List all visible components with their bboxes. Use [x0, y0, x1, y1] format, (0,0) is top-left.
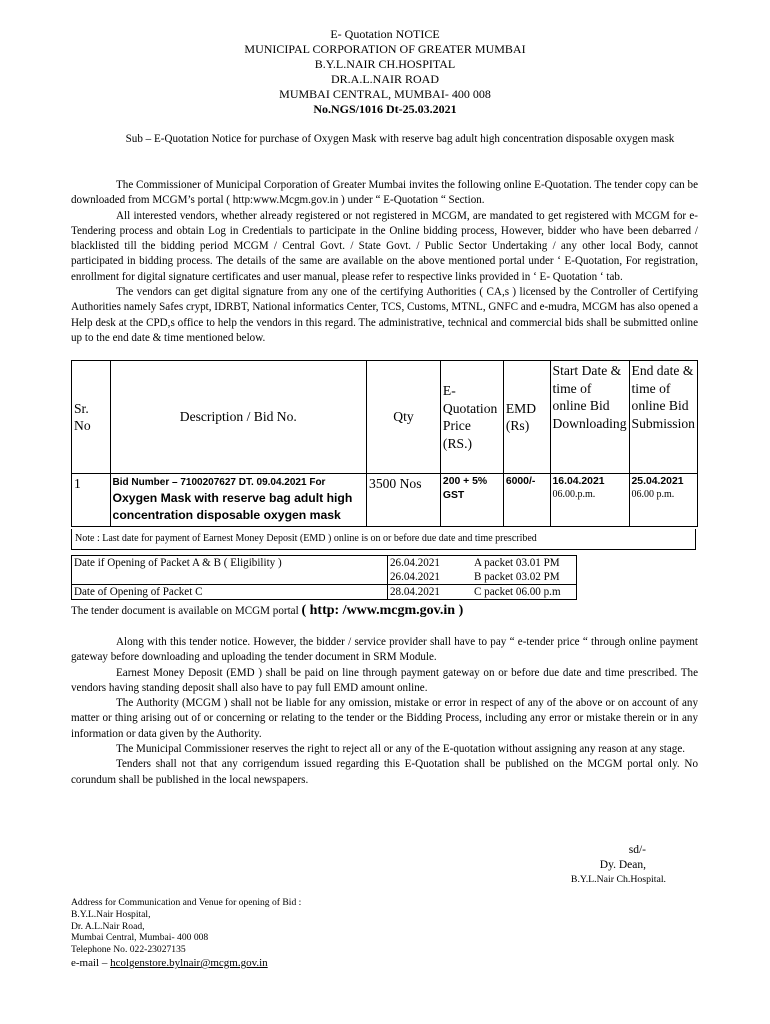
- row-sr-no: 1: [72, 474, 111, 527]
- address-heading: Address for Communication and Venue for opening of Bid :: [71, 897, 302, 908]
- bid-table: [71, 360, 698, 527]
- opening-b-line: [390, 570, 574, 584]
- subject-line: Sub – E-Quotation Notice for purchase of Oxygen Mask with reserve bag adult high concentration disposable oxygen mask: [125, 133, 675, 145]
- row-qty: 3500 Nos: [367, 474, 441, 527]
- opening-a-line: [390, 556, 574, 570]
- body-paragraph-1-text: Along with this tender notice. However, the bidder / service provider shall have to pay “ e-tender price “ through online payment gateway before downloading and uploading the tender document in SRM Module.: [71, 636, 698, 664]
- header-qty: Qty: [367, 361, 441, 474]
- email-link[interactable]: hcolgenstore.bylnair@mcgm.gov.in: [110, 956, 268, 969]
- signature-title: Dy. Dean,: [599, 859, 646, 871]
- email-label: e-mail –: [71, 956, 108, 969]
- body-paragraph-2-text: Earnest Money Deposit (EMD ) shall be paid on line through payment gateway on or before due date and time prescribed. The vendors having standing deposit shall also have to pay full EMD amount online.: [71, 666, 698, 694]
- signature-sd: sd/-: [628, 844, 646, 856]
- opening-b-date: 26.04.2021: [390, 571, 440, 583]
- intro-paragraph-1: [71, 178, 698, 209]
- body-section: [71, 635, 698, 788]
- intro-paragraph-1-text: The Commissioner of Municipal Corporation of Greater Mumbai invites the following online E-Quotation. The tender copy can be downloaded from MCGM’s portal ( http:www.Mcgm.gov.in ) under “ E-Quotation “ Section.: [71, 179, 698, 207]
- row-bid-number: Bid Number – 7100207627 DT. 09.04.2021 For: [112, 477, 326, 488]
- intro-paragraph-3: [71, 285, 698, 346]
- row-end-time: 06.00 p.m.: [631, 489, 675, 500]
- row-end-date-value: 25.04.2021: [631, 476, 684, 487]
- row-emd: 6000/-: [503, 474, 550, 527]
- intro-section: [71, 178, 698, 346]
- header-hospital: B.Y.L.NAIR CH.HOSPITAL: [314, 57, 456, 71]
- opening-row-ab: [72, 556, 577, 585]
- intro-paragraph-2-text: All interested vendors, whether already registered or not registered in MCGM, are mandated to get registered with MCGM for e-Tendering process and obtain Log in Credentials to participate in the Online bidding process, However, bidder who have been debarred / blacklisted till the bidding period MCGM / Central Govt. / State Govt. / Public Sector Undertaking / any other local Body, cannot participated in bidding process. The details of the same are available on the above mentioned portal under ‘ E-Quotation, For registration, enrollment for digital signature certificates and user manual, please refer to respective links provided in ‘ E- Quotation ‘ tab.: [71, 209, 698, 283]
- table-row: [72, 474, 698, 527]
- address-block: [71, 897, 301, 970]
- header-end-date: End date & time of online Bid Submission: [629, 361, 697, 474]
- header-description: Description / Bid No.: [110, 361, 366, 474]
- opening-ab-dates: [388, 556, 577, 585]
- row-price-tax: GST: [442, 490, 465, 501]
- opening-row-c: [72, 585, 577, 600]
- header-start-date: Start Date & time of online Bid Downloading: [550, 361, 629, 474]
- row-start-date: [550, 474, 629, 527]
- header-sr-no: Sr. No: [72, 361, 111, 474]
- address-email-line: [71, 956, 301, 970]
- body-paragraph-5-text: Tenders shall not that any corrigendum issued regarding this E-Quotation shall be published on the MCGM portal only. No corundum shall be published in the local newspapers.: [71, 758, 698, 786]
- body-paragraph-2: [71, 666, 698, 697]
- header-title: E- Quotation NOTICE: [330, 27, 440, 41]
- intro-paragraph-2: [71, 209, 698, 285]
- opening-ab-label: Date if Opening of Packet A & B ( Eligibility ): [72, 556, 388, 585]
- body-paragraph-3: [71, 696, 698, 742]
- body-paragraph-4-text: The Municipal Commissioner reserves the right to reject all or any of the E-quotation without assigning any reason at any stage.: [116, 743, 686, 756]
- signature-org: B.Y.L.Nair Ch.Hospital.: [570, 874, 666, 885]
- opening-a-date: 26.04.2021: [390, 557, 440, 569]
- row-start-date-value: 16.04.2021: [552, 476, 605, 487]
- row-start-time: 06.00.p.m.: [552, 489, 596, 500]
- opening-c-label: Date of Opening of Packet C: [72, 585, 388, 600]
- body-paragraph-4: [71, 742, 698, 757]
- opening-c-dates: [388, 585, 577, 600]
- portal-line: [71, 601, 463, 621]
- emd-note: Note : Last date for payment of Earnest Money Deposit (EMD ) online is on or before due date and time prescribed: [71, 529, 696, 550]
- body-paragraph-5: [71, 757, 698, 788]
- header-corporation: MUNICIPAL CORPORATION OF GREATER MUMBAI: [244, 42, 526, 56]
- row-price: [440, 474, 503, 527]
- header-city: MUMBAI CENTRAL, MUMBAI- 400 008: [279, 87, 491, 101]
- row-price-amount: 200 + 5%: [442, 476, 488, 487]
- bid-table-header-row: [72, 361, 698, 474]
- body-paragraph-3-text: The Authority (MCGM ) shall not be liable for any omission, mistake or error in respect of any of the above or on account of any matter or thing arising out of or concerning or relating to the tender or the Bidding Process, including any error or mistake therein or in any information or data given by the Authority.: [71, 697, 698, 740]
- address-line-3: Mumbai Central, Mumbai- 400 008: [71, 932, 209, 944]
- opening-dates-table: [71, 555, 577, 600]
- opening-c-packet: C packet 06.00 p.m: [474, 586, 561, 598]
- header-road: DR.A.L.NAIR ROAD: [331, 72, 439, 86]
- row-end-date: [629, 474, 697, 527]
- opening-c-date: 28.04.2021: [390, 586, 440, 598]
- header-emd: EMD (Rs): [503, 361, 550, 474]
- opening-a-packet: A packet 03.01 PM: [474, 557, 560, 569]
- opening-b-packet: B packet 03.02 PM: [474, 571, 560, 583]
- address-line-2: Dr. A.L.Nair Road,: [71, 920, 145, 932]
- address-line-1: B.Y.L.Nair Hospital,: [71, 908, 151, 920]
- intro-paragraph-3-text: The vendors can get digital signature from any one of the certifying Authorities ( CA,s ) licensed by the Controller of Certifying Authorities namely Safes crypt, IDRBT, National informatics Center, TCS, Customs, MTNL, GNFC and e-mudra, MCGM has also opened a Help desk at the CPD,s office to help the vendors in this regard. The administrative, technical and commercial bids shall be submitted online up to the end date & time mentioned below.: [71, 286, 698, 344]
- header-price: E-Quotation Price (RS.): [440, 361, 503, 474]
- row-item-name: Oxygen Mask with reserve bag adult high concentration disposable oxygen mask: [112, 491, 353, 522]
- notice-header: [0, 27, 770, 117]
- header-reference: No.NGS/1016 Dt-25.03.2021: [313, 102, 457, 116]
- portal-link[interactable]: ( http: /www.mcgm.gov.in ): [301, 603, 464, 618]
- address-phone: Telephone No. 022-23027135: [71, 944, 186, 956]
- portal-text: The tender document is available on MCGM portal: [71, 605, 299, 617]
- body-paragraph-1: [71, 635, 698, 666]
- row-description: [110, 474, 366, 527]
